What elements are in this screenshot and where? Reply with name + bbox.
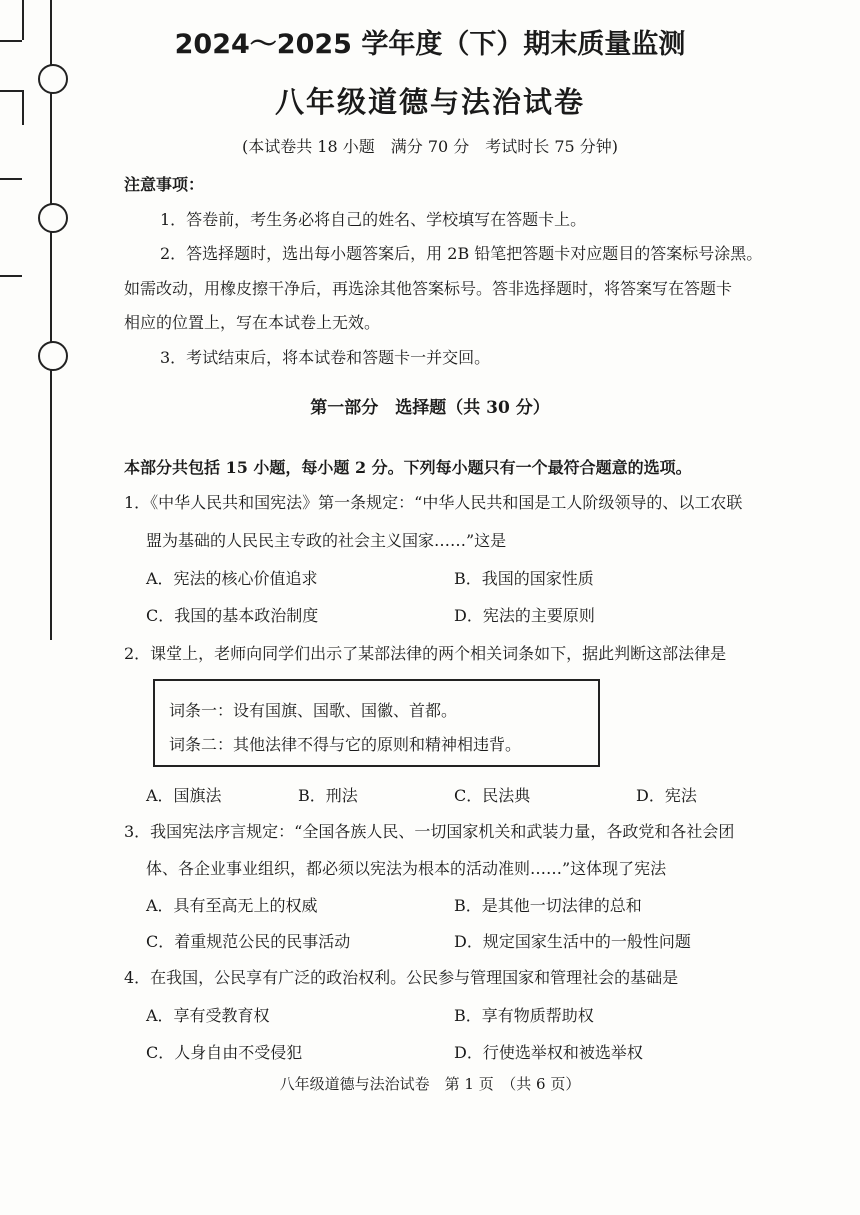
exam-title: 2024～2025 学年度（下）期末质量监测 (174, 29, 686, 60)
notice-item: 如需改动，用橡皮擦干净后，再选涂其他答案标号。答非选择题时，将答案写在答题卡 (124, 279, 733, 298)
option-b: B．是其他一切法律的总和 (454, 896, 642, 915)
option-d: D．宪法 (636, 786, 697, 805)
notice-item: 相应的位置上，写在本试卷上无效。 (124, 313, 381, 332)
option-a: A．享有受教育权 (146, 1006, 270, 1025)
option-a: A．具有至高无上的权威 (146, 896, 318, 915)
option-c: C．人身自由不受侵犯 (146, 1043, 303, 1062)
question-stem: 4．在我国，公民享有广泛的政治权利。公民参与管理国家和管理社会的基础是 (124, 968, 679, 987)
option-a: A．国旗法 (146, 786, 222, 805)
notice-item: 3．考试结束后，将本试卷和答题卡一并交回。 (160, 348, 491, 367)
question-stem: 体、各企业事业组织，都必须以宪法为根本的活动准则……”这体现了宪法 (146, 859, 667, 878)
option-b: B．刑法 (298, 786, 358, 805)
exam-info: (本试卷共 18 小题 满分 70 分 考试时长 75 分钟) (241, 137, 619, 156)
option-c: C．着重规范公民的民事活动 (146, 932, 351, 951)
margin-tick (0, 178, 22, 180)
question-stem: 3．我国宪法序言规定：“全国各族人民、一切国家机关和武装力量，各政党和各社会团 (124, 822, 735, 841)
notice-item: 1．答卷前，考生务必将自己的姓名、学校填写在答题卡上。 (160, 210, 587, 229)
option-b: B．我国的国家性质 (454, 569, 594, 588)
question-stem: 2．课堂上，老师向同学们出示了某部法律的两个相关词条如下，据此判断这部法律是 (124, 644, 727, 663)
term-box (153, 679, 600, 767)
option-c: C．民法典 (454, 786, 531, 805)
option-d: D．规定国家生活中的一般性问题 (454, 932, 691, 951)
option-d: D．宪法的主要原则 (454, 606, 595, 625)
option-a: A．宪法的核心价值追求 (146, 569, 318, 588)
notice-item: 2．答选择题时，选出每小题答案后，用 2B 铅笔把答题卡对应题目的答案标号涂黑。 (160, 244, 763, 263)
section-instruction: 本部分共包括 15 小题，每小题 2 分。下列每小题只有一个最符合题意的选项。 (124, 458, 692, 477)
section-title: 第一部分 选择题（共 30 分） (310, 398, 550, 418)
binding-hole (38, 203, 68, 233)
margin-tick (0, 275, 22, 277)
exam-name: 八年级道德与法治试卷 (274, 85, 585, 119)
option-d: D．行使选举权和被选举权 (454, 1043, 643, 1062)
question-stem: 盟为基础的人民民主专政的社会主义国家……”这是 (146, 531, 507, 550)
binding-hole (38, 341, 68, 371)
term-entry: 词条一：设有国旗、国歌、国徽、首都。 (169, 701, 458, 720)
term-entry: 词条二：其他法律不得与它的原则和精神相违背。 (169, 735, 522, 754)
notice-heading: 注意事项： (124, 175, 205, 194)
question-stem: 1．《中华人民共和国宪法》第一条规定：“中华人民共和国是工人阶级领导的、以工农联 (124, 493, 743, 512)
option-b: B．享有物质帮助权 (454, 1006, 594, 1025)
page-footer: 八年级道德与法治试卷 第 1 页 （共 6 页） (279, 1075, 581, 1093)
option-c: C．我国的基本政治制度 (146, 606, 319, 625)
